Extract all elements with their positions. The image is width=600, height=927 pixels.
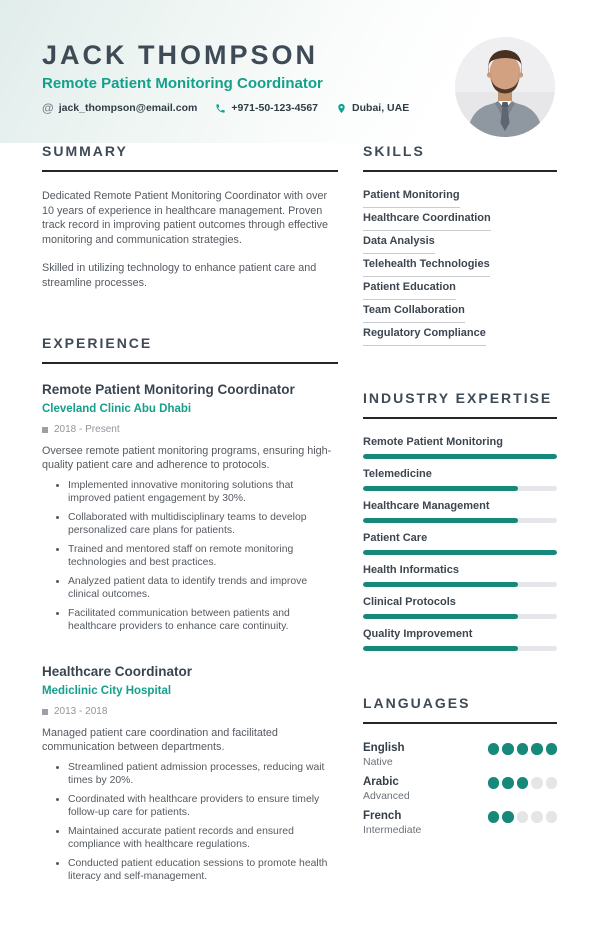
expertise-bar bbox=[363, 614, 557, 619]
expertise-item bbox=[363, 468, 557, 491]
skill-item: Patient Education bbox=[363, 281, 456, 300]
left-column bbox=[42, 143, 338, 927]
person-name: JACK THOMPSON bbox=[42, 40, 319, 70]
period-text: 2018 - Present bbox=[54, 423, 120, 435]
email-contact bbox=[42, 102, 197, 114]
expertise-bar bbox=[363, 550, 557, 555]
rating-dot-filled bbox=[546, 743, 558, 755]
language-rating-dots bbox=[488, 811, 558, 837]
expertise-item bbox=[363, 596, 557, 619]
job-bullet: • Streamlined patient admission processes, reducing wait times by 20%. bbox=[68, 761, 338, 787]
expertise-item bbox=[363, 436, 557, 459]
rating-dot-filled bbox=[488, 743, 500, 755]
summary-paragraph: Skilled in utilizing technology to enhance patient care and streamline processes. bbox=[42, 262, 317, 289]
job-period bbox=[42, 424, 338, 436]
calendar-icon bbox=[42, 709, 48, 715]
language-level: Intermediate bbox=[363, 824, 422, 836]
expertise-item bbox=[363, 532, 557, 555]
rating-dot-empty bbox=[546, 777, 558, 789]
job-description: Oversee remote patient monitoring programs, ensuring high-quality patient care and adherence to protocols. bbox=[42, 444, 332, 472]
expertise-label: Remote Patient Monitoring bbox=[363, 436, 503, 448]
language-name: English bbox=[363, 742, 405, 754]
expertise-label: Telemedicine bbox=[363, 468, 432, 480]
job-description: Managed patient care coordination and facilitated communication between departments. bbox=[42, 726, 278, 754]
summary-heading: SUMMARY bbox=[42, 143, 338, 172]
job-period bbox=[42, 706, 338, 718]
location-value: Dubai, UAE bbox=[352, 102, 410, 114]
job-title: Healthcare Coordinator bbox=[42, 663, 193, 679]
job-bullet: • Analyzed patient data to identify trends and improve clinical outcomes. bbox=[68, 575, 338, 601]
location-icon bbox=[336, 103, 347, 114]
profile-photo bbox=[455, 37, 555, 137]
job-bullets bbox=[42, 479, 338, 633]
calendar-icon bbox=[42, 427, 48, 433]
language-info bbox=[363, 741, 405, 769]
skill-item: Regulatory Compliance bbox=[363, 327, 486, 346]
skill-item: Team Collaboration bbox=[363, 304, 465, 323]
expertise-label: Quality Improvement bbox=[363, 628, 473, 640]
phone-contact bbox=[215, 102, 318, 114]
language-level: Native bbox=[363, 756, 393, 768]
content-columns bbox=[0, 143, 600, 927]
job-title: Remote Patient Monitoring Coordinator bbox=[42, 381, 295, 397]
rating-dot-filled bbox=[502, 777, 514, 789]
job-bullet: • Coordinated with healthcare providers to ensure timely follow-up care for patients. bbox=[68, 793, 338, 819]
expertise-bar bbox=[363, 646, 557, 651]
languages-section bbox=[363, 695, 557, 837]
expertise-item bbox=[363, 564, 557, 587]
expertise-heading: INDUSTRY EXPERTISE bbox=[363, 390, 557, 419]
rating-dot-filled bbox=[502, 811, 514, 823]
expertise-item bbox=[363, 500, 557, 523]
language-level: Advanced bbox=[363, 790, 410, 802]
expertise-bar bbox=[363, 486, 557, 491]
rating-dot-empty bbox=[531, 777, 543, 789]
rating-dot-filled bbox=[488, 777, 500, 789]
rating-dot-empty bbox=[531, 811, 543, 823]
right-column bbox=[363, 143, 557, 927]
avatar bbox=[455, 37, 555, 137]
phone-icon bbox=[215, 103, 226, 114]
summary-section bbox=[42, 143, 338, 291]
language-rating-dots bbox=[488, 743, 558, 769]
language-row bbox=[363, 741, 557, 769]
location-contact bbox=[336, 102, 409, 114]
rating-dot-filled bbox=[517, 777, 529, 789]
language-row bbox=[363, 775, 557, 803]
language-name: Arabic bbox=[363, 776, 399, 788]
rating-dot-empty bbox=[517, 811, 529, 823]
expertise-label: Clinical Protocols bbox=[363, 596, 456, 608]
expertise-section bbox=[363, 390, 557, 651]
language-info bbox=[363, 809, 421, 837]
period-text: 2013 - 2018 bbox=[54, 705, 108, 717]
expertise-bar bbox=[363, 582, 557, 587]
skills-section bbox=[363, 143, 557, 346]
expertise-label: Healthcare Management bbox=[363, 500, 490, 512]
expertise-label: Health Informatics bbox=[363, 564, 459, 576]
language-name: French bbox=[363, 810, 402, 822]
job-bullets bbox=[42, 761, 338, 883]
company-name: Mediclinic City Hospital bbox=[42, 684, 172, 697]
rating-dot-filled bbox=[502, 743, 514, 755]
experience-entry bbox=[42, 381, 338, 633]
rating-dot-empty bbox=[546, 811, 558, 823]
experience-heading: EXPERIENCE bbox=[42, 335, 338, 364]
experience-section bbox=[42, 335, 338, 883]
email-value: jack_thompson@email.com bbox=[58, 102, 198, 114]
job-bullet: • Implemented innovative monitoring solutions that improved patient engagement by 30%. bbox=[68, 479, 338, 505]
rating-dot-filled bbox=[531, 743, 543, 755]
company-name: Cleveland Clinic Abu Dhabi bbox=[42, 402, 192, 415]
expertise-bar bbox=[363, 518, 557, 523]
summary-paragraph: Dedicated Remote Patient Monitoring Coordinator with over 10 years of experience in healthcare management. Proven track record in improving patient outcomes through effective monitoring and communication strategies. bbox=[42, 190, 329, 246]
language-rating-dots bbox=[488, 777, 558, 803]
job-bullet: • Trained and mentored staff on remote monitoring technologies and best practices. bbox=[68, 543, 338, 569]
skill-item: Patient Monitoring bbox=[363, 189, 460, 208]
language-info bbox=[363, 775, 410, 803]
skill-item: Telehealth Technologies bbox=[363, 258, 490, 277]
expertise-bar bbox=[363, 454, 557, 459]
job-bullet: • Collaborated with multidisciplinary teams to develop personalized care plans for patients. bbox=[68, 511, 338, 537]
job-bullet: • Conducted patient education sessions to promote health literacy and self-management. bbox=[68, 857, 338, 883]
person-title: Remote Patient Monitoring Coordinator bbox=[42, 75, 323, 92]
expertise-label: Patient Care bbox=[363, 532, 428, 544]
expertise-item bbox=[363, 628, 557, 651]
skills-heading: SKILLS bbox=[363, 143, 557, 172]
phone-value: +971-50-123-4567 bbox=[231, 102, 319, 114]
skill-item: Healthcare Coordination bbox=[363, 212, 491, 231]
job-bullet: • Maintained accurate patient records and ensured compliance with healthcare regulations. bbox=[68, 825, 338, 851]
rating-dot-filled bbox=[517, 743, 529, 755]
languages-heading: LANGUAGES bbox=[363, 695, 557, 724]
header bbox=[0, 0, 600, 143]
language-row bbox=[363, 809, 557, 837]
job-bullet: • Facilitated communication between patients and healthcare providers to enhance care continuity. bbox=[68, 607, 338, 633]
rating-dot-filled bbox=[488, 811, 500, 823]
email-icon: @ bbox=[42, 100, 54, 115]
skill-item: Data Analysis bbox=[363, 235, 435, 254]
